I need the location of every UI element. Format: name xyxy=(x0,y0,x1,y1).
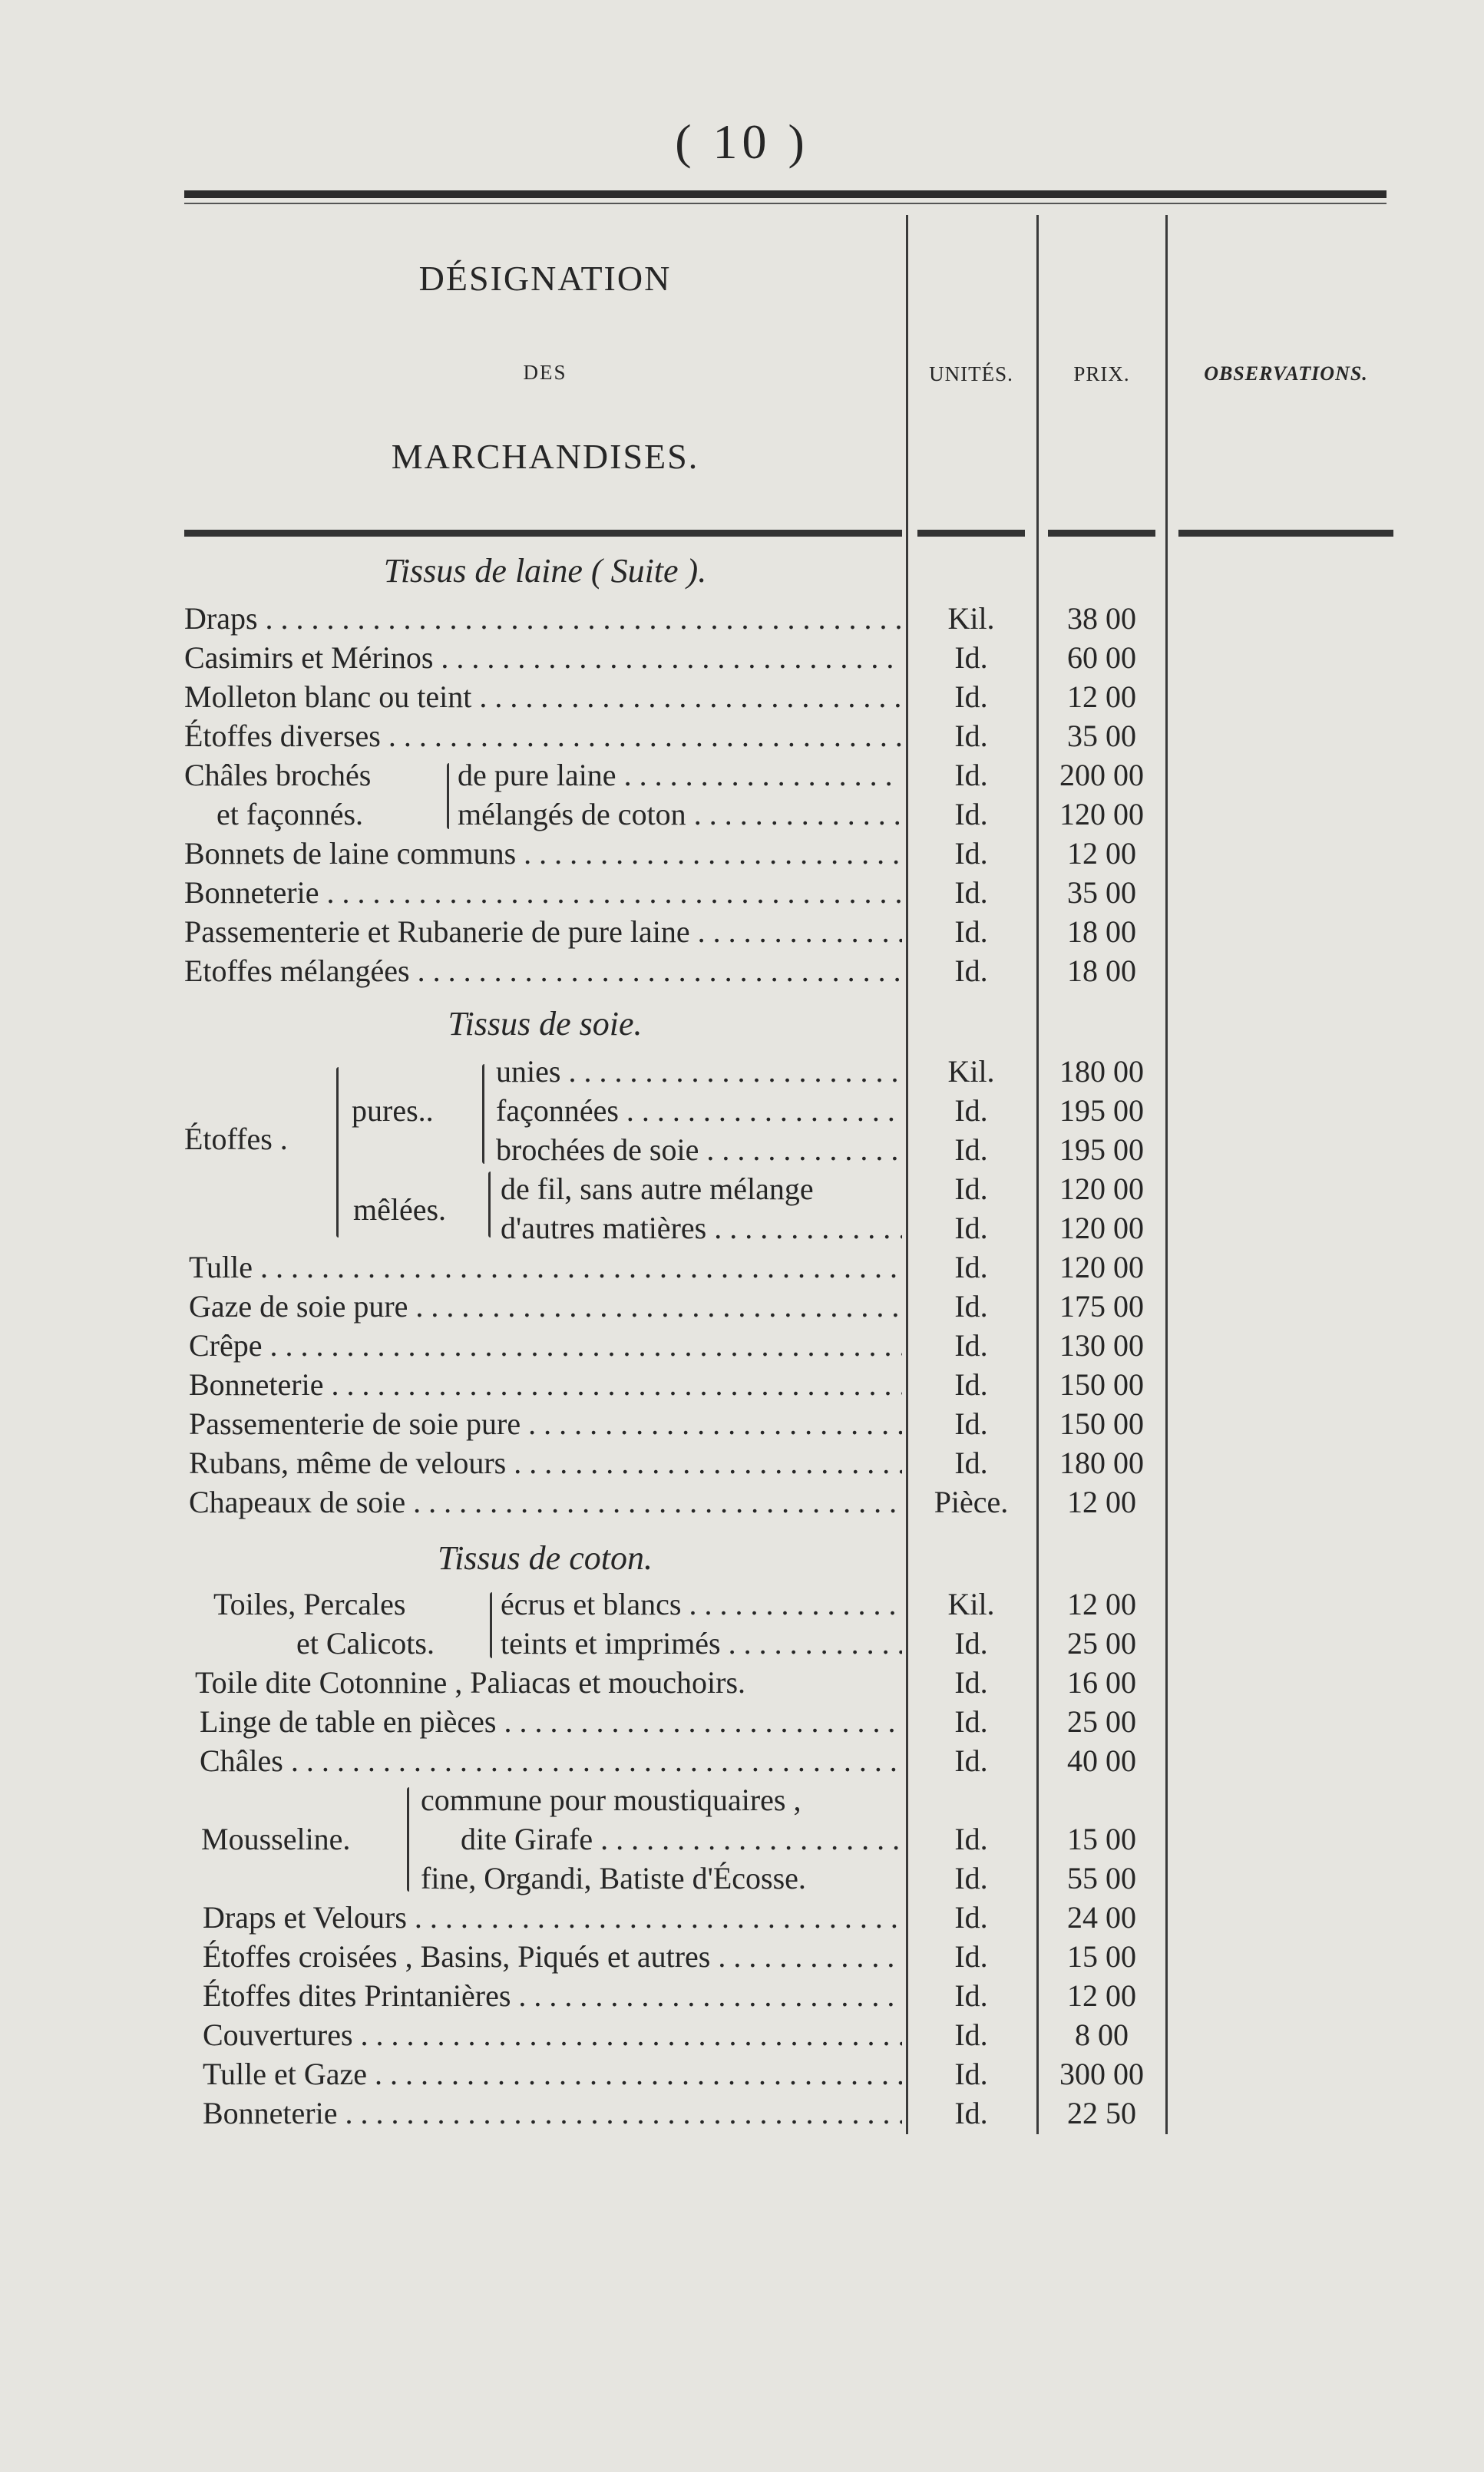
row-unit: Id. xyxy=(954,875,988,910)
row-label: unies . . . xyxy=(496,1053,902,1089)
row-label: Bonneterie . . . xyxy=(203,2095,902,2131)
table-row xyxy=(0,1327,1484,1366)
table-row xyxy=(0,953,1484,991)
row-label: Bonneterie . . . xyxy=(189,1367,902,1403)
row-label: Tulle . . . xyxy=(189,1249,902,1285)
row-price: 12 00 xyxy=(1067,836,1136,871)
row-unit: Id. xyxy=(954,1367,988,1402)
row-label: mélangés de coton . . . xyxy=(458,796,902,832)
table-row xyxy=(0,1171,1484,1209)
row-price: 180 00 xyxy=(1059,1446,1144,1480)
row-label: Molleton blanc ou teint . . . xyxy=(184,679,902,715)
group-label-toiles: Toiles, Percales xyxy=(213,1587,406,1621)
row-label: Étoffes croisées , Basins, Piqués et autres . . . xyxy=(203,1938,902,1975)
header-designation: DÉSIGNATION xyxy=(418,259,672,298)
top-rule-thin xyxy=(184,203,1386,204)
row-price: 15 00 xyxy=(1067,1939,1136,1974)
row-label: Chapeaux de soie . . . xyxy=(189,1484,902,1520)
row-label: Bonneterie . . . xyxy=(184,874,902,910)
row-unit: Id. xyxy=(954,1900,988,1935)
table-row xyxy=(0,874,1484,913)
row-unit: Kil. xyxy=(947,1054,995,1089)
row-price: 130 00 xyxy=(1059,1328,1144,1363)
table-row xyxy=(0,1860,1484,1899)
row-label: de pure laine . . . xyxy=(458,757,902,793)
row-price: 120 00 xyxy=(1059,1211,1144,1245)
row-label: Tulle et Gaze . . . xyxy=(203,2056,902,2092)
table-row xyxy=(0,1899,1484,1938)
section-title-laine: Tissus de laine ( Suite ). xyxy=(383,552,707,590)
row-label: commune pour moustiquaires , xyxy=(421,1783,801,1817)
table-row xyxy=(0,718,1484,756)
group-label-toiles-2: et Calicots. xyxy=(296,1626,435,1661)
table-row xyxy=(0,2056,1484,2094)
row-unit: Id. xyxy=(954,1211,988,1245)
table-row xyxy=(0,1821,1484,1859)
table-row xyxy=(0,914,1484,952)
row-unit: Id. xyxy=(954,1446,988,1480)
table-row xyxy=(0,1938,1484,1977)
row-label: dite Girafe . . . xyxy=(461,1821,902,1857)
row-unit: Id. xyxy=(954,758,988,792)
row-unit: Id. xyxy=(954,953,988,988)
row-unit: Id. xyxy=(954,797,988,831)
row-price: 200 00 xyxy=(1059,758,1144,792)
table-row xyxy=(0,1782,1484,1820)
row-label: teints et imprimés . . . xyxy=(501,1625,902,1661)
row-price: 18 00 xyxy=(1067,914,1136,949)
row-label: Couvertures . . . xyxy=(203,2017,902,2053)
header-unites: UNITÉS. xyxy=(929,362,1013,385)
row-label: façonnées . . . xyxy=(496,1092,902,1129)
header-band xyxy=(1048,530,1155,537)
table-row xyxy=(0,1978,1484,2016)
header-des: DES xyxy=(523,361,567,384)
row-price: 120 00 xyxy=(1059,1250,1144,1284)
table-row xyxy=(0,1249,1484,1287)
row-price: 12 00 xyxy=(1067,679,1136,714)
header-marchandises: MARCHANDISES. xyxy=(391,437,699,476)
row-price: 35 00 xyxy=(1067,875,1136,910)
table-row xyxy=(0,1367,1484,1405)
row-unit: Id. xyxy=(954,1250,988,1284)
row-price: 120 00 xyxy=(1059,1172,1144,1206)
row-label: écrus et blancs . . . xyxy=(501,1586,902,1622)
table-row xyxy=(0,1484,1484,1522)
header-observations: OBSERVATIONS. xyxy=(1204,362,1368,385)
group-label-pures: pures.. xyxy=(352,1093,434,1128)
row-label: Passementerie et Rubanerie de pure laine . . . xyxy=(184,914,902,950)
row-label: Crêpe . . . xyxy=(189,1327,902,1363)
row-label: Draps et Velours . . . xyxy=(203,1899,902,1935)
table-row xyxy=(0,1053,1484,1092)
row-price: 175 00 xyxy=(1059,1289,1144,1324)
row-unit: Id. xyxy=(954,1822,988,1856)
row-label: Étoffes diverses . . . xyxy=(184,718,902,754)
row-price: 40 00 xyxy=(1067,1743,1136,1778)
table-row xyxy=(0,679,1484,717)
row-price: 25 00 xyxy=(1067,1704,1136,1739)
row-label: Châles . . . xyxy=(200,1743,902,1779)
row-price: 60 00 xyxy=(1067,640,1136,675)
row-price: 195 00 xyxy=(1059,1093,1144,1128)
row-label: Draps . . . xyxy=(184,600,902,636)
row-label: d'autres matières . . . xyxy=(501,1210,902,1246)
row-unit: Id. xyxy=(954,1328,988,1363)
section-title-coton: Tissus de coton. xyxy=(438,1539,653,1577)
row-price: 55 00 xyxy=(1067,1861,1136,1895)
row-price: 18 00 xyxy=(1067,953,1136,988)
table-row xyxy=(0,835,1484,874)
row-unit: Id. xyxy=(954,1626,988,1661)
row-unit: Id. xyxy=(954,1093,988,1128)
row-label: Linge de table en pièces . . . xyxy=(200,1704,902,1740)
row-unit: Id. xyxy=(954,1743,988,1778)
row-unit: Id. xyxy=(954,2018,988,2052)
table-row xyxy=(0,796,1484,834)
row-label: Casimirs et Mérinos . . . xyxy=(184,639,902,676)
group-label-chales: Châles brochés xyxy=(184,758,372,792)
table-row xyxy=(0,1406,1484,1444)
row-label: de fil, sans autre mélange xyxy=(501,1172,814,1206)
row-unit: Id. xyxy=(954,1289,988,1324)
row-price: 35 00 xyxy=(1067,719,1136,753)
row-label: Étoffes dites Printanières . . . xyxy=(203,1978,902,2014)
section-title-soie: Tissus de soie. xyxy=(448,1005,643,1043)
row-price: 12 00 xyxy=(1067,1485,1136,1519)
row-price: 8 00 xyxy=(1075,2018,1129,2052)
row-unit: Id. xyxy=(954,2096,988,2130)
row-unit: Id. xyxy=(954,1704,988,1739)
row-price: 150 00 xyxy=(1059,1367,1144,1402)
group-label-mousseline: Mousseline. xyxy=(201,1822,351,1856)
table-row xyxy=(0,1664,1484,1703)
header-band xyxy=(1178,530,1393,537)
table-row xyxy=(0,1743,1484,1781)
row-price: 12 00 xyxy=(1067,1587,1136,1621)
row-price: 15 00 xyxy=(1067,1822,1136,1856)
row-label: Passementerie de soie pure . . . xyxy=(189,1406,902,1442)
group-label-etoffes: Étoffes . xyxy=(184,1122,288,1156)
row-unit: Pièce. xyxy=(934,1485,1009,1519)
table-row xyxy=(0,2017,1484,2055)
row-price: 22 50 xyxy=(1067,2096,1136,2130)
table-row xyxy=(0,757,1484,795)
row-unit: Id. xyxy=(954,1978,988,2013)
row-label: Toile dite Cotonnine , Paliacas et mouchoirs. xyxy=(195,1665,746,1700)
row-unit: Id. xyxy=(954,1939,988,1974)
row-price: 150 00 xyxy=(1059,1406,1144,1441)
table-row xyxy=(0,1586,1484,1624)
top-rule xyxy=(184,190,1386,198)
row-price: 300 00 xyxy=(1059,2057,1144,2091)
table-row xyxy=(0,2095,1484,2133)
row-unit: Kil. xyxy=(947,1587,995,1621)
row-price: 25 00 xyxy=(1067,1626,1136,1661)
header-band xyxy=(184,530,902,537)
row-price: 12 00 xyxy=(1067,1978,1136,2013)
table-row xyxy=(0,1210,1484,1248)
row-price: 16 00 xyxy=(1067,1665,1136,1700)
row-unit: Id. xyxy=(954,1132,988,1167)
table-row xyxy=(0,1092,1484,1131)
table-row xyxy=(0,1445,1484,1483)
row-label: fine, Organdi, Batiste d'Écosse. xyxy=(421,1861,806,1895)
row-price: 38 00 xyxy=(1067,601,1136,636)
row-unit: Id. xyxy=(954,836,988,871)
row-label: Etoffes mélangées . . . xyxy=(184,953,902,989)
row-label: Gaze de soie pure . . . xyxy=(189,1288,902,1324)
row-unit: Id. xyxy=(954,1665,988,1700)
row-label: Rubans, même de velours . . . xyxy=(189,1445,902,1481)
header-band xyxy=(917,530,1025,537)
group-label-chales-2: et façonnés. xyxy=(216,797,364,831)
group-label-melees: mêlées. xyxy=(353,1192,447,1227)
row-unit: Id. xyxy=(954,1861,988,1895)
table-row xyxy=(0,600,1484,639)
row-unit: Id. xyxy=(954,640,988,675)
row-price: 24 00 xyxy=(1067,1900,1136,1935)
page-number: ( 10 ) xyxy=(675,114,809,169)
table-row xyxy=(0,1625,1484,1664)
row-price: 180 00 xyxy=(1059,1054,1144,1089)
row-unit: Id. xyxy=(954,1406,988,1441)
table-row xyxy=(0,1288,1484,1327)
table-row xyxy=(0,1704,1484,1742)
row-price: 195 00 xyxy=(1059,1132,1144,1167)
row-label: brochées de soie . . . xyxy=(496,1132,902,1168)
table-row xyxy=(0,1132,1484,1170)
row-unit: Kil. xyxy=(947,601,995,636)
header-prix: PRIX. xyxy=(1073,362,1130,385)
row-unit: Id. xyxy=(954,679,988,714)
table-row xyxy=(0,639,1484,678)
row-unit: Id. xyxy=(954,1172,988,1206)
row-unit: Id. xyxy=(954,914,988,949)
row-unit: Id. xyxy=(954,719,988,753)
row-price: 120 00 xyxy=(1059,797,1144,831)
row-label: Bonnets de laine communs . . . xyxy=(184,835,902,871)
row-unit: Id. xyxy=(954,2057,988,2091)
